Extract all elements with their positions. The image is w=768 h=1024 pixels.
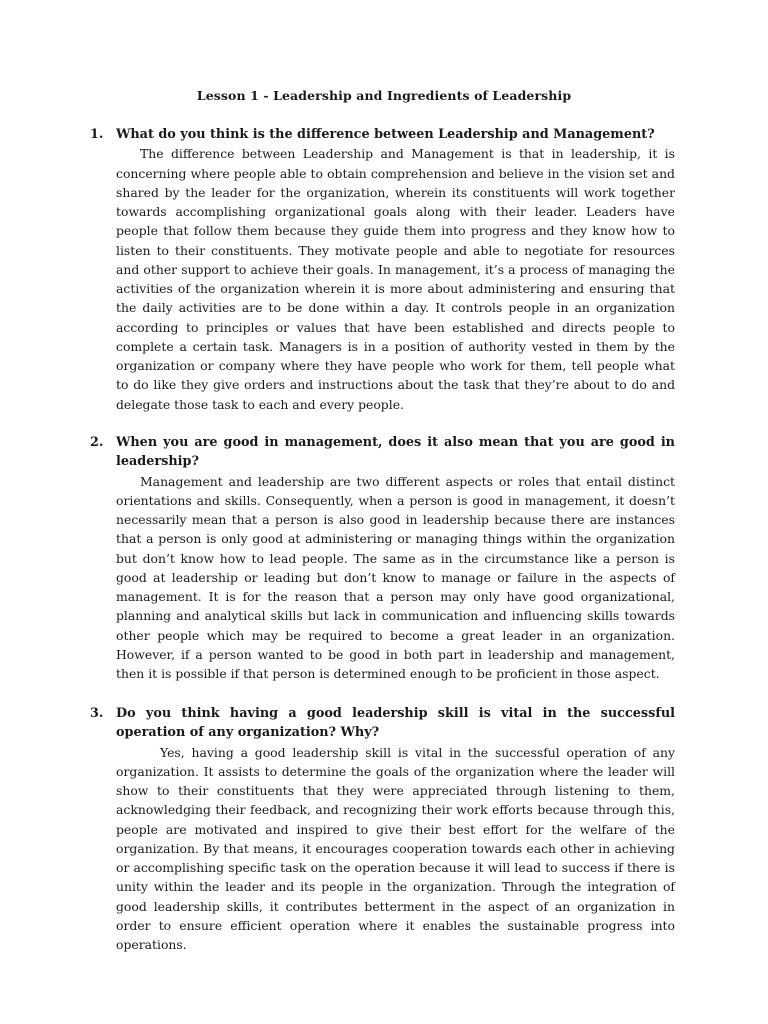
question-text-1: What do you think is the difference between Leadership and Management? bbox=[116, 127, 655, 142]
question-text-2: When you are good in management, does it also mean that you are good in leadership? bbox=[116, 435, 675, 470]
answer-paragraph-1: The difference between Leadership and Management is that in leadership, it is concerning where people able to obtain comprehension and believe in the vision set and shared by the leader for the organization, wherein its constituents will work together towards accomplishing organizational goals along with their leader. Leaders have people that follow them because they guide them into progress and they know how to listen to their constituents. They motivate people and able to negotiate for resources and other support to achieve their goals. In management, it’s a process of managing the activities of the organization wherein it is more about administering and ensuring that the daily activities are to be done within a day. It controls people in an organization according to principles or values that have been established and directs people to complete a certain task. Managers is in a position of authority vested in them by the organization or company where they have people who work for them, tell people what to do like they give orders and instructions about the task that they’re about to do and delegate those task to each and every people. bbox=[116, 146, 675, 412]
question-1 bbox=[90, 125, 675, 144]
question-number-3: 3. bbox=[90, 706, 104, 721]
question-2 bbox=[90, 433, 675, 472]
question-text-3: Do you think having a good leadership skill is vital in the successful operation of any organization? Why? bbox=[116, 706, 675, 741]
question-block-3 bbox=[90, 704, 675, 954]
question-block-1 bbox=[90, 125, 675, 414]
question-number-2: 2. bbox=[90, 435, 104, 450]
question-number-1: 1. bbox=[90, 127, 104, 142]
answer-paragraph-2: Management and leadership are two different aspects or roles that entail distinct orientations and skills. Consequently, when a person is good in management, it doesn’t necessarily mean that a person is also good in leadership because there are instances that a person is only good at administering or managing things within the organization but don’t know how to lead people. The same as in the circumstance like a person is good at leadership or leading but don’t know to manage or failure in the aspects of management. It is for the reason that a person may only have good organizational, planning and analytical skills but lack in communication and influencing skills towards other people which may be required to become a great leader in an organization. However, if a person wanted to be good in both part in leadership and management, then it is possible if that person is determined enough to be proficient in those aspect. bbox=[116, 473, 675, 682]
document-title: Lesson 1 - Leadership and Ingredients of Leadership bbox=[196, 88, 572, 103]
answer-paragraph-3: Yes, having a good leadership skill is vital in the successful operation of any organization. It assists to determine the goals of the organization where the leader will show to their constituents that they were appreciated through listening to them, acknowledging their feedback, and recognizing their work efforts because through this, people are motivated and inspired to give their best effort for the welfare of the organization. By that means, it encourages cooperation towards each other in achieving or accomplishing specific task on the operation because it will lead to success if there is unity within the leader and its people in the organization. Through the integration of good leadership skills, it contributes betterment in the aspect of an organization in order to ensure efficient operation where it enables the sustainable progress into operations. bbox=[116, 744, 675, 953]
question-3 bbox=[90, 704, 675, 743]
question-block-2 bbox=[90, 433, 675, 683]
